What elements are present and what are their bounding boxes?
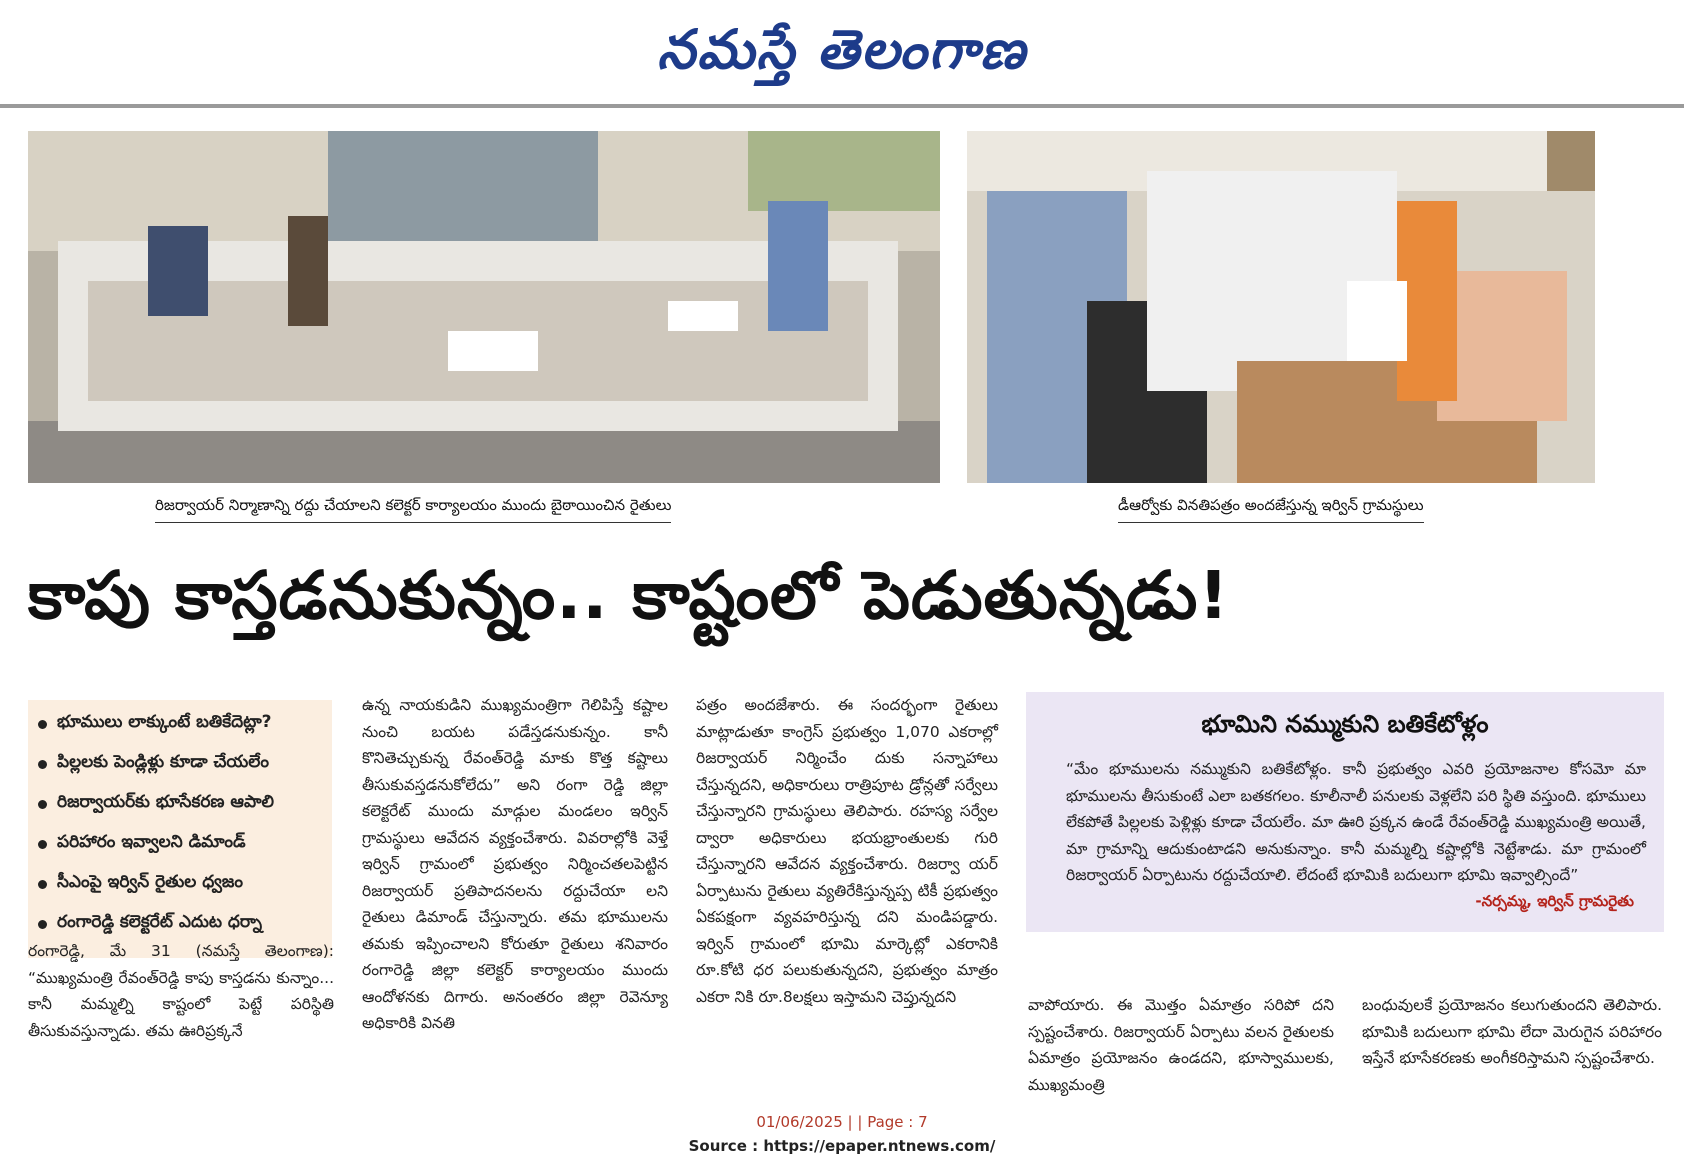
key-point [28,824,332,864]
footer-date: 01/06/2025 | | Page : 7 [756,1113,928,1131]
masthead [0,0,1684,100]
photo-caption-right: డీఆర్వోకు వినతిపత్రం అందజేస్తున్న ఇర్విన్ గ్రామస్థులు [1118,496,1424,523]
key-point-text: పిల్లలకు పెండ్లిళ్లు కూడా చేయలేం [57,752,269,772]
key-point-text: భూములు లాక్కుంటే బతికేదెట్లా? [57,712,272,732]
key-points-box [28,700,332,958]
bullet-icon [38,840,47,849]
bullet-icon [38,720,47,729]
key-point-text: రంగారెడ్డి కలెక్టరేట్ ఎదుట ధర్నా [57,912,263,932]
newspaper-logo: నమస్తే తెలంగాణ [657,18,1027,81]
memorandum-photo [967,131,1595,483]
article-column-1 [28,938,334,1044]
article-column-2 [362,692,668,1037]
key-point [28,704,332,744]
article-text: రంగారెడ్డి, మే 31 (నమస్తే తెలంగాణ): “ముఖ్యమంత్రి రేవంత్‌రెడ్డి కాపు కాస్తడను కున్నాం... కానీ మమ్మల్ని కాష్టంలో పెట్టే పరిస్థితి తీసుకువస్తున్నాడు. తమ ఊరిప్రక్కనే [28,942,334,1040]
bullet-icon [38,760,47,769]
protest-photo-graphic [28,131,940,483]
quote-heading: భూమిని నమ్ముకుని బతికేటోళ్లం [1201,710,1489,738]
article-text: వాపోయారు. ఈ మొత్తం ఏమాత్రం సరిపో దని స్పష్టంచేశారు. రిజర్వాయర్ ఏర్పాటు వలన రైతులకు ఏమాత్రం ప్రయోజనం ఉండదని, భూస్వాములకు, ముఖ్యమంత్రి [1028,996,1334,1094]
quote-box [1026,692,1664,932]
article-column-5 [1362,992,1662,1072]
article-column-3 [696,692,998,1010]
masthead-divider [0,104,1684,108]
article-text: పత్రం అందజేశారు. ఈ సందర్భంగా రైతులు మాట్లాడుతూ కాంగ్రెస్ ప్రభుత్వం 1,070 ఎకరాల్లో రిజర్వాయర్ నిర్మించేం దుకు సన్నాహాలు చేస్తున్నదని, అధికారులు రాత్రిపూట డ్రోన్లతో సర్వేలు చేస్తున్నారని గ్రామస్థులు తెలిపారు. రహస్య సర్వేల ద్వారా అధికారులు భయభ్రాంతులకు గురి చేస్తున్నారని ఆవేదన వ్యక్తంచేశారు. రిజర్వా యర్ ఏర్పాటును రైతులు వ్యతిరేకిస్తున్నప్ప టికీ ప్రభుత్వం ఏకపక్షంగా వ్యవహరిస్తున్న దని మండిపడ్డారు. ఇర్విన్ గ్రామంలో భూమి మార్కెట్లో ఎకరానికి రూ.కోటి ధర పలుకుతున్నదని, ప్రభుత్వం మాత్రం ఎకరా నికి రూ.8లక్షలు ఇస్తామని చెప్తున్నదని [696,696,998,1006]
article-column-4 [1028,992,1334,1098]
quote-body: “మేం భూములను నమ్ముకుని బతికేటోళ్లం. కానీ ప్రభుత్వం ఎవరి ప్రయోజనాల కోసమో మా భూములను తీసుకుంటే ఎలా బతకగలం. కూలీనాలీ పనులకు వెళ్లలేని పరి స్థితి వస్తుంది. భూములు లేకపోతే పిల్లలకు పెళ్లిళ్లు కూడా చేయలేం. మా ఊరి ప్రక్కన ఉండే రేవంత్‌రెడ్డి ముఖ్యమంత్రి అయితే, మా గ్రామాన్ని ఆదుకుంటాడని అనుకున్నాం. కానీ మమ్మల్ని కష్టాల్లోకి నెట్టేశాడు. మా గ్రామంలో రిజర్వాయర్ ఏర్పాటును రద్దుచేయాలి. లేదంటే భూమికి బదులుగా భూమి ఇవ్వాల్సిందే” [1066,760,1646,884]
key-point-text: పరిహారం ఇవ్వాలని డిమాండ్ [57,832,246,852]
bullet-icon [38,800,47,809]
bullet-icon [38,920,47,929]
quote-signature: -నర్సమ్మ, ఇర్విన్ గ్రామరైతు [1475,892,1634,910]
photo-caption-left: రిజర్వాయర్ నిర్మాణాన్ని రద్దు చేయాలని కలెక్టర్ కార్యాలయం ముందు బైఠాయించిన రైతులు [155,496,671,523]
key-point-text: రిజర్వాయర్‌కు భూసేకరణ ఆపాలి [57,792,274,812]
article-text: ఉన్న నాయకుడిని ముఖ్యమంత్రిగా గెలిపిస్తే కష్టాల నుంచి బయట పడేస్తడనుకున్నం. కానీ కొనితెచ్చుకున్న రేవంత్‌రెడ్డి మాకు కొత్త కష్టాలు తీసుకువస్తడనుకోలేదు” అని రంగా రెడ్డి జిల్లా కలెక్టరేట్ ముందు మాడ్గుల మండలం ఇర్విన్ గ్రామస్థులు ఆవేదన వ్యక్తంచేశారు. వివరాల్లోకి వెళ్తే ఇర్విన్ గ్రామంలో ప్రభుత్వం నిర్మించతలపెట్టిన రిజర్వాయర్ ప్రతిపాదనలను రద్దుచేయా లని రైతులు డిమాండ్ చేస్తున్నారు. తమ భూములను తమకు ఇప్పించాలని కోరుతూ రైతులు శనివారం రంగారెడ్డి జిల్లా కలెక్టర్ కార్యాలయం ముందు ఆందోళనకు దిగారు. అనంతరం జిల్లా రెవెన్యూ అధికారికి వినతి [362,696,668,1032]
memorandum-photo-graphic [967,131,1595,483]
bullet-icon [38,880,47,889]
article-text: బంధువులకే ప్రయోజనం కలుగుతుందని తెలిపారు. భూమికి బదులుగా భూమి లేదా మెరుగైన పరిహారం ఇస్తేనే భూసేకరణకు అంగీకరిస్తామని స్పష్టంచేశారు. [1362,996,1662,1067]
key-point [28,744,332,784]
page-footer [0,1110,1684,1158]
key-point [28,784,332,824]
key-point [28,864,332,904]
protest-photo [28,131,940,483]
key-point-text: సీఎంపై ఇర్విన్ రైతుల ధ్వజం [57,872,243,892]
footer-source: Source : https://epaper.ntnews.com/ [688,1137,996,1155]
headline: కాపు కాస్తడనుకున్నం.. కాష్టంలో పెడుతున్నడు! [28,557,1230,634]
